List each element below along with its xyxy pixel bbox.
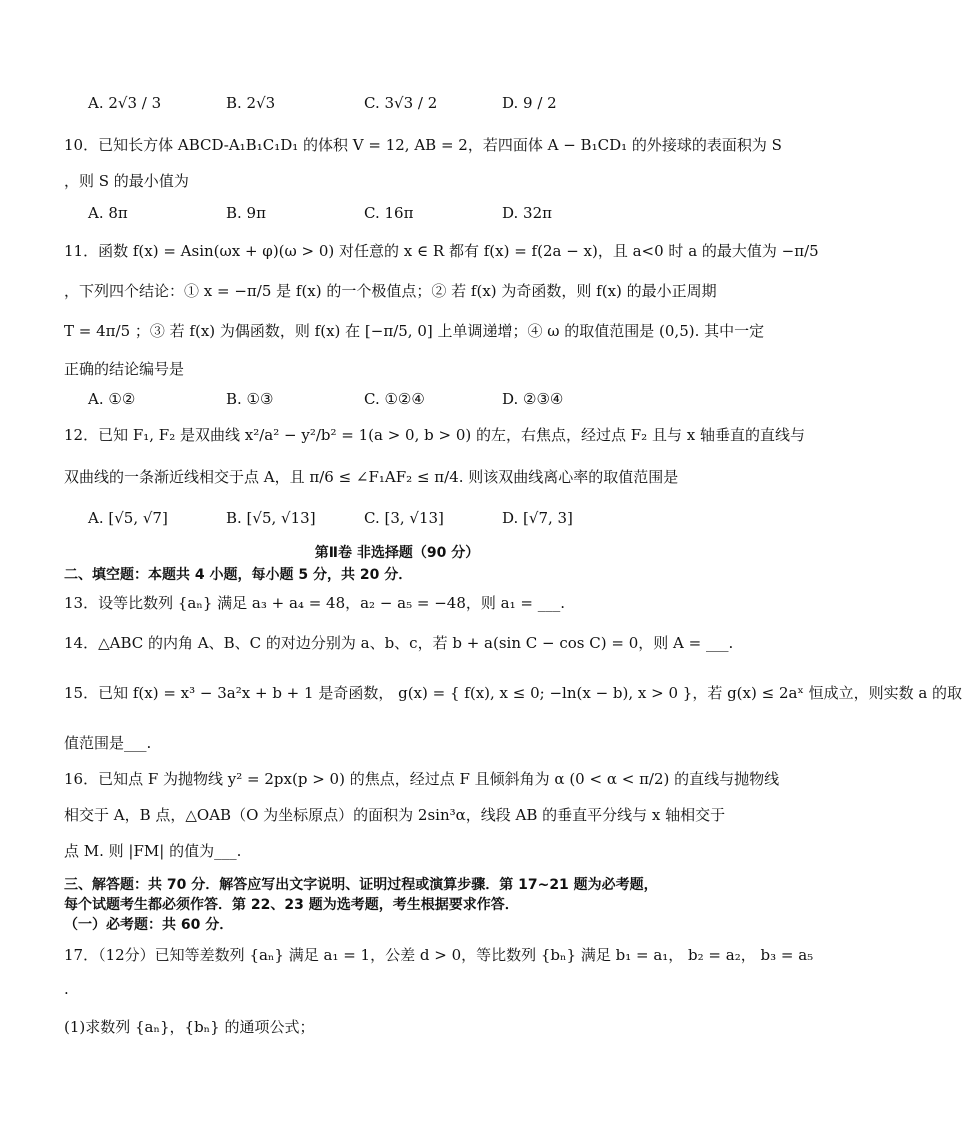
q11-line1: 11．函数 f(x) = Asin(ωx + φ)(ω > 0) 对任意的 x ∈ R 都有 f(x) = f(2a − x)，且 a<0 时 a 的最大值为 −π/5 (64, 242, 819, 260)
required-questions-header: （一）必考题：共 60 分． (64, 917, 234, 933)
q12-options (88, 505, 734, 531)
q11-options (88, 386, 734, 412)
q17-part1: (1)求数列 {aₙ}，{bₙ} 的通项公式； (64, 1018, 315, 1036)
option-d: D. [√7, 3] (502, 509, 573, 527)
fill-in-header: 二、填空题：本题共 4 小题，每小题 5 分，共 20 分． (64, 567, 413, 583)
q11-line4: 正确的结论编号是 (64, 360, 185, 378)
q11-line2: ，下列四个结论：① x = −π/5 是 f(x) 的一个极值点；② 若 f(x) 为奇函数，则 f(x) 的最小正周期 (64, 282, 717, 300)
option-a: A. [√5, √7] (88, 509, 168, 527)
q15-line1: 15．已知 f(x) = x³ − 3a²x + b + 1 是奇函数， g(x) = { f(x), x ≤ 0; −ln(x − b), x > 0 }，若 g(x) ≤ 2aˣ 恒成立，则实数 a 的取 (64, 684, 962, 702)
option-d: D. 32π (502, 204, 552, 222)
q9-options (88, 90, 734, 116)
option-c: C. ①②④ (364, 390, 425, 408)
q12-line2: 双曲线的一条渐近线相交于点 A，且 π/6 ≤ ∠F₁AF₂ ≤ π/4. 则该双曲线离心率的取值范围是 (64, 468, 679, 486)
q17-line1: 17．（12分）已知等差数列 {aₙ} 满足 a₁ = 1，公差 d > 0，等比数列 {bₙ} 满足 b₁ = a₁， b₂ = a₂， b₃ = a₅ (64, 946, 814, 964)
q16-line2: 相交于 A，B 点，△OAB（O 为坐标原点）的面积为 2sin³α，线段 AB 的垂直平分线与 x 轴相交于 (64, 806, 726, 824)
part2-title: 第Ⅱ卷 非选择题（90 分） (314, 545, 480, 561)
q16-line3: 点 M. 则 |FM| 的值为___. (64, 842, 242, 860)
option-a: A. 8π (88, 204, 128, 222)
option-d: D. 9 / 2 (502, 94, 557, 112)
option-a: A. ①② (88, 390, 136, 408)
option-b: B. 9π (226, 204, 266, 222)
answer-section-header: 三、解答题：共 70 分．解答应写出文字说明、证明过程或演算步骤．第 17~21 题为必考题， (64, 877, 658, 893)
q11-line3: T = 4π/5 ；③ 若 f(x) 为偶函数，则 f(x) 在 [−π/5, 0] 上单调递增；④ ω 的取值范围是 (0,5). 其中一定 (64, 322, 765, 340)
q12-line1: 12．已知 F₁, F₂ 是双曲线 x²/a² − y²/b² = 1(a > 0, b > 0) 的左，右焦点，经过点 F₂ 且与 x 轴垂直的直线与 (64, 426, 805, 444)
q17-line2: . (64, 980, 69, 998)
q10-line2: ，则 S 的最小值为 (64, 172, 189, 190)
q15-line2: 值范围是___. (64, 734, 152, 752)
q10-line1: 10．已知长方体 ABCD-A₁B₁C₁D₁ 的体积 V = 12, AB = 2，若四面体 A − B₁CD₁ 的外接球的表面积为 S (64, 136, 782, 154)
q14: 14．△ABC 的内角 A、B、C 的对边分别为 a、b、c，若 b + a(sin C − cos C) = 0，则 A = ___. (64, 634, 734, 652)
option-c: C. 16π (364, 204, 414, 222)
q13: 13．设等比数列 {aₙ} 满足 a₃ + a₄ = 48，a₂ − a₅ = −48，则 a₁ = ___. (64, 594, 565, 612)
option-c: C. 3√3 / 2 (364, 94, 438, 112)
q16-line1: 16．已知点 F 为抛物线 y² = 2px(p > 0) 的焦点，经过点 F 且倾斜角为 α (0 < α < π/2) 的直线与抛物线 (64, 770, 780, 788)
option-a: A. 2√3 / 3 (88, 94, 162, 112)
option-d: D. ②③④ (502, 390, 564, 408)
answer-section-instructions: 每个试题考生都必须作答．第 22、23 题为选考题，考生根据要求作答． (64, 897, 519, 913)
option-b: B. 2√3 (226, 94, 276, 112)
option-b: B. ①③ (226, 390, 274, 408)
q10-options (88, 200, 734, 226)
option-c: C. [3, √13] (364, 509, 444, 527)
option-b: B. [√5, √13] (226, 509, 316, 527)
